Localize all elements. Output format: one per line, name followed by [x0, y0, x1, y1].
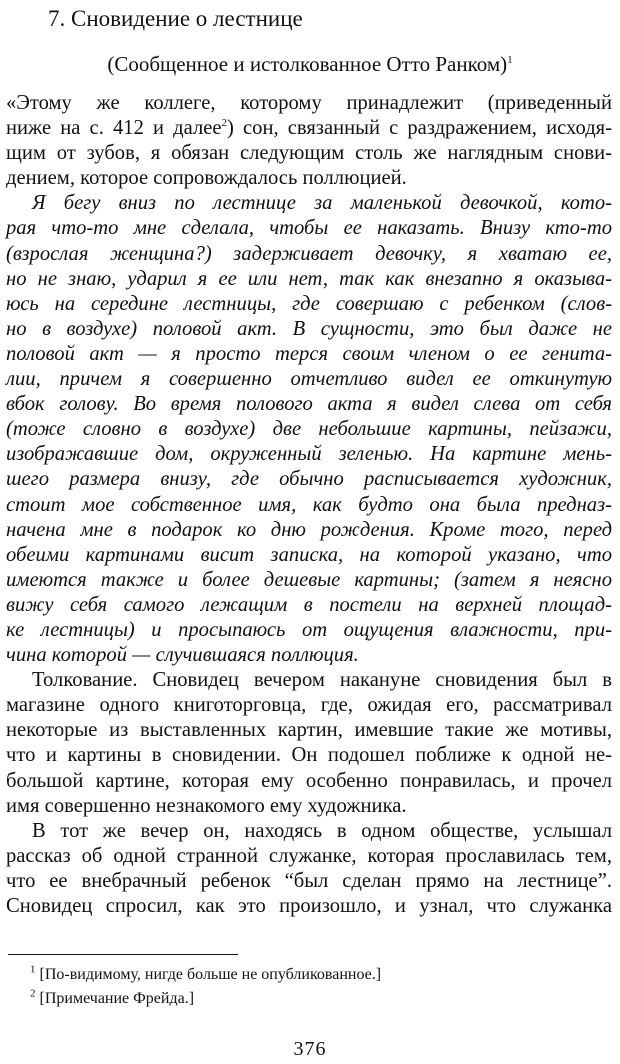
- text-line-content: ) сон, связанный с раздражением, исходя-: [227, 117, 612, 140]
- text-line: [6, 367, 612, 392]
- footnotes: [30, 963, 381, 1011]
- text-line: [6, 493, 612, 518]
- text-line: [6, 392, 612, 417]
- text-line-content: Толкование. Сновидец вечером накануне сновидения был в: [32, 669, 612, 692]
- text-line: [6, 568, 612, 593]
- text-line-content: что ее внебрачный ребенок “был сделан прямо на лестнице”.: [6, 869, 612, 892]
- text-line-content: ке лестницы) и просыпаюсь от ощущения влажности, при-: [6, 618, 612, 641]
- text-line: [6, 718, 612, 743]
- text-line: [6, 442, 612, 467]
- text-line: [6, 242, 612, 267]
- text-line: [6, 467, 612, 492]
- text-line: [6, 643, 612, 668]
- footnote-text: [По-видимому, нигде больше не опубликованное.]: [35, 966, 382, 983]
- text-line: [6, 267, 612, 292]
- text-line-content: большой картине, которая ему особенно понравилась, и прочел: [6, 769, 612, 792]
- text-line: [6, 417, 612, 442]
- text-line-content: магазине одного книготорговца, где, ожидая его, рассматривал: [6, 694, 612, 717]
- text-line-content: вижу себя самого лежащим в постели на верхней площад-: [6, 593, 612, 616]
- footnote-mark: 2: [30, 987, 36, 1000]
- footnote-divider: [8, 954, 238, 955]
- text-line: [6, 342, 612, 367]
- text-line: [6, 543, 612, 568]
- text-line: [6, 894, 612, 919]
- text-line: [6, 141, 612, 166]
- text-line: [6, 618, 612, 643]
- footnote-ref-2: 2: [221, 117, 228, 130]
- text-line-content: ниже на с. 412 и далее: [6, 117, 222, 140]
- text-line-content: начена мне в подарок ко дню рождения. Кроме того, перед: [6, 518, 612, 541]
- subheading-text: (Сообщенное и истолкованное Отто Ранком): [107, 52, 508, 76]
- text-line-content: имя совершенно незнакомого ему художника.: [6, 794, 407, 817]
- text-line-content: рая что-то мне сделала, чтобы ее наказать. Внизу кто-то: [6, 217, 612, 240]
- text-line: [6, 869, 612, 894]
- section-subheading: [0, 50, 620, 78]
- text-line-content: рассказ об одной странной служанке, которая прославилась тем,: [6, 844, 612, 867]
- text-line-content: Сновидец спросил, как это произошло, и узнал, что служанка: [6, 895, 612, 917]
- text-line-content: обеими картинами висит записка, на которой указано, что: [6, 543, 612, 566]
- text-line: [6, 743, 612, 768]
- footnote-text: [Примечание Фрейда.]: [35, 990, 195, 1007]
- text-line: [6, 216, 612, 241]
- text-line-content: чина которой — случившаяся поллюция.: [6, 644, 359, 667]
- text-line-content: «Этому же коллеге, которому принадлежит (приведенный: [6, 92, 612, 114]
- text-line: [6, 819, 612, 844]
- page-number: 376: [293, 1038, 327, 1060]
- text-line-content: щим от зубов, я обязан следующим столь же наглядным снови-: [6, 142, 612, 165]
- text-line-content: (взрослая женщина?) задерживает девочку, я хватаю ее,: [6, 242, 612, 265]
- text-line: [6, 317, 612, 342]
- footnote-1: [30, 963, 381, 987]
- text-line-content: но в воздухе) половой акт. В сущности, это был даже не: [6, 317, 612, 340]
- text-line-content: вбок голову. Во время полового акта я видел слева от себя: [6, 393, 612, 416]
- text-line: [6, 693, 612, 718]
- text-line-content: Я бегу вниз по лестнице за маленькой девочкой, кото-: [32, 192, 612, 215]
- text-line: [6, 116, 612, 141]
- text-line: [6, 593, 612, 618]
- text-line: [6, 191, 612, 216]
- text-line: [6, 769, 612, 794]
- text-line-content: некоторые из выставленных картин, имевшие такие же мотивы,: [6, 719, 612, 742]
- text-line: [6, 292, 612, 317]
- text-line: [6, 844, 612, 869]
- footnote-2: [30, 987, 381, 1011]
- text-line-content: стоит мое собственное имя, как будто она была предназ-: [6, 493, 612, 516]
- text-line-content: половой акт — я просто терся своим членом о ее генита-: [6, 342, 612, 365]
- footnote-mark: 1: [30, 963, 36, 976]
- text-line-content: лии, причем я совершенно отчетливо видел ее откинутую: [6, 368, 612, 391]
- text-line-content: изображавшие дом, окруженный зеленью. На картине мень-: [6, 443, 612, 466]
- footnote-ref-1: 1: [507, 54, 513, 66]
- text-line-content: но не знаю, ударил я ее или нет, так как внезапно я оказыва-: [6, 267, 612, 290]
- text-line-content: юсь на середине лестницы, где совершаю с ребенком (слов-: [6, 292, 612, 315]
- text-line: [6, 518, 612, 543]
- text-line-content: дением, которое сопровождалось поллюцией.: [6, 167, 407, 190]
- text-line: [6, 668, 612, 693]
- text-line: [6, 166, 612, 191]
- text-line-content: имеются также и более дешевые картины; (затем я неясно: [6, 568, 612, 591]
- text-line-content: (тоже словно в воздухе) две небольшие картины, пейзажи,: [6, 418, 612, 441]
- body-text: [6, 91, 612, 919]
- text-line-content: что и картины в сновидении. Он подошел поближе к одной не-: [6, 744, 612, 767]
- text-line-content: В тот же вечер он, находясь в одном обществе, услышал: [32, 819, 612, 842]
- text-line: [6, 91, 612, 116]
- text-line: [6, 794, 612, 819]
- text-line-content: шего размера внизу, где обычно расписывается художник,: [6, 468, 612, 491]
- section-heading: 7. Сновидение о лестнице: [48, 6, 303, 31]
